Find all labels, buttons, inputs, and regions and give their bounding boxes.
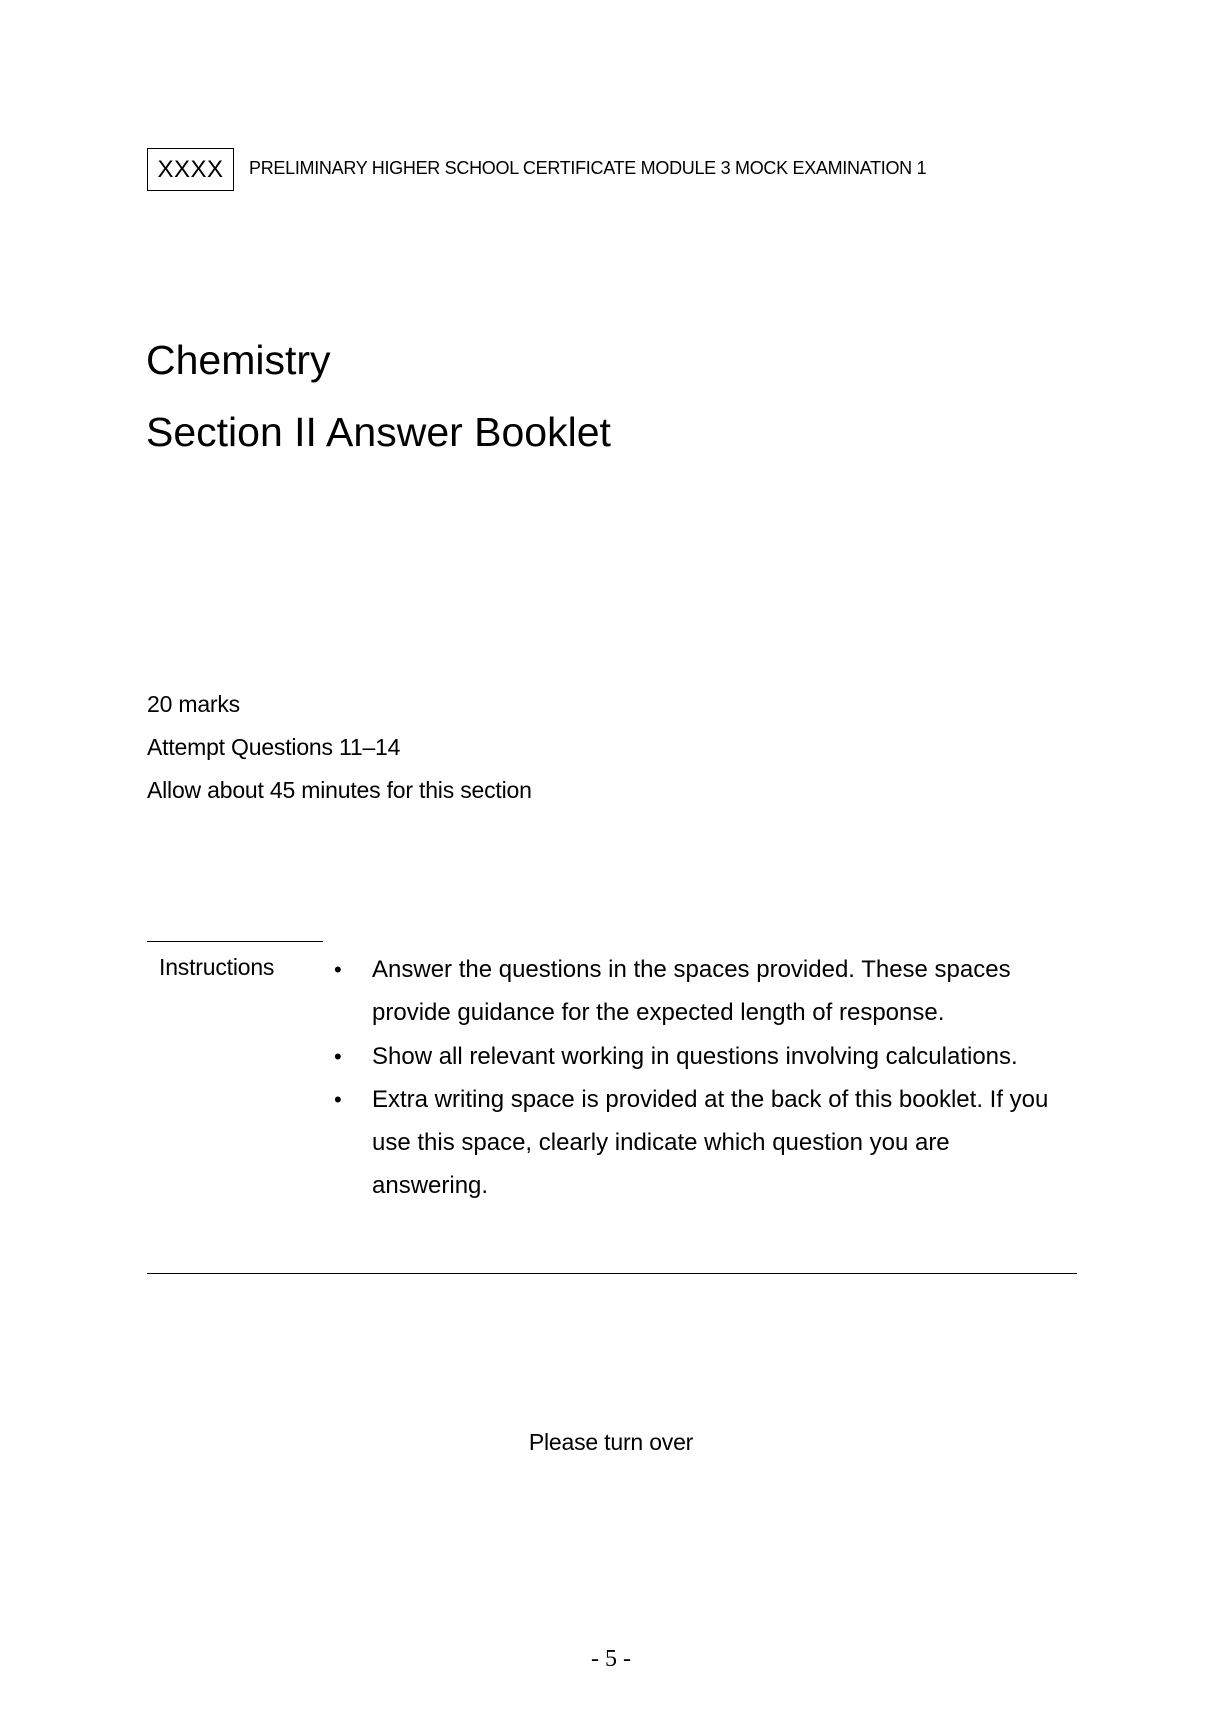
- instruction-item: [332, 1035, 1072, 1078]
- attempt-text: Attempt Questions 11–14: [147, 734, 401, 760]
- time-allowance-text: Allow about 45 minutes for this section: [147, 777, 532, 803]
- bullet-icon: •: [334, 1086, 342, 1112]
- bullet-icon: •: [334, 957, 342, 982]
- marks-text: 20 marks: [147, 691, 240, 717]
- instruction-item: [332, 1078, 1072, 1208]
- booklet-title: Section II Answer Booklet: [146, 409, 611, 455]
- turn-over-note: Please turn over: [528, 1429, 694, 1455]
- instruction-text: Show all relevant working in questions involving calculations.: [372, 1042, 1018, 1070]
- instructions-list: [332, 948, 1072, 1208]
- instruction-text: Extra writing space is provided at the back of this booklet. If you use this space, clearly indicate which question you are answering.: [372, 1085, 1049, 1200]
- exam-code-box: XXXX: [147, 148, 234, 191]
- exam-header-title: PRELIMINARY HIGHER SCHOOL CERTIFICATE MODULE 3 MOCK EXAMINATION 1: [249, 158, 927, 178]
- bullet-icon: •: [334, 1043, 342, 1069]
- instruction-item: [332, 948, 1072, 1035]
- subject-title: Chemistry: [146, 337, 331, 383]
- instructions-divider: [147, 941, 323, 942]
- page-number: - 5 -: [591, 1646, 631, 1672]
- section-divider: [147, 1273, 1077, 1274]
- instruction-text: Answer the questions in the spaces provided. These spaces provide guidance for the expected length of response.: [372, 956, 1011, 1027]
- instructions-label: Instructions: [159, 954, 275, 980]
